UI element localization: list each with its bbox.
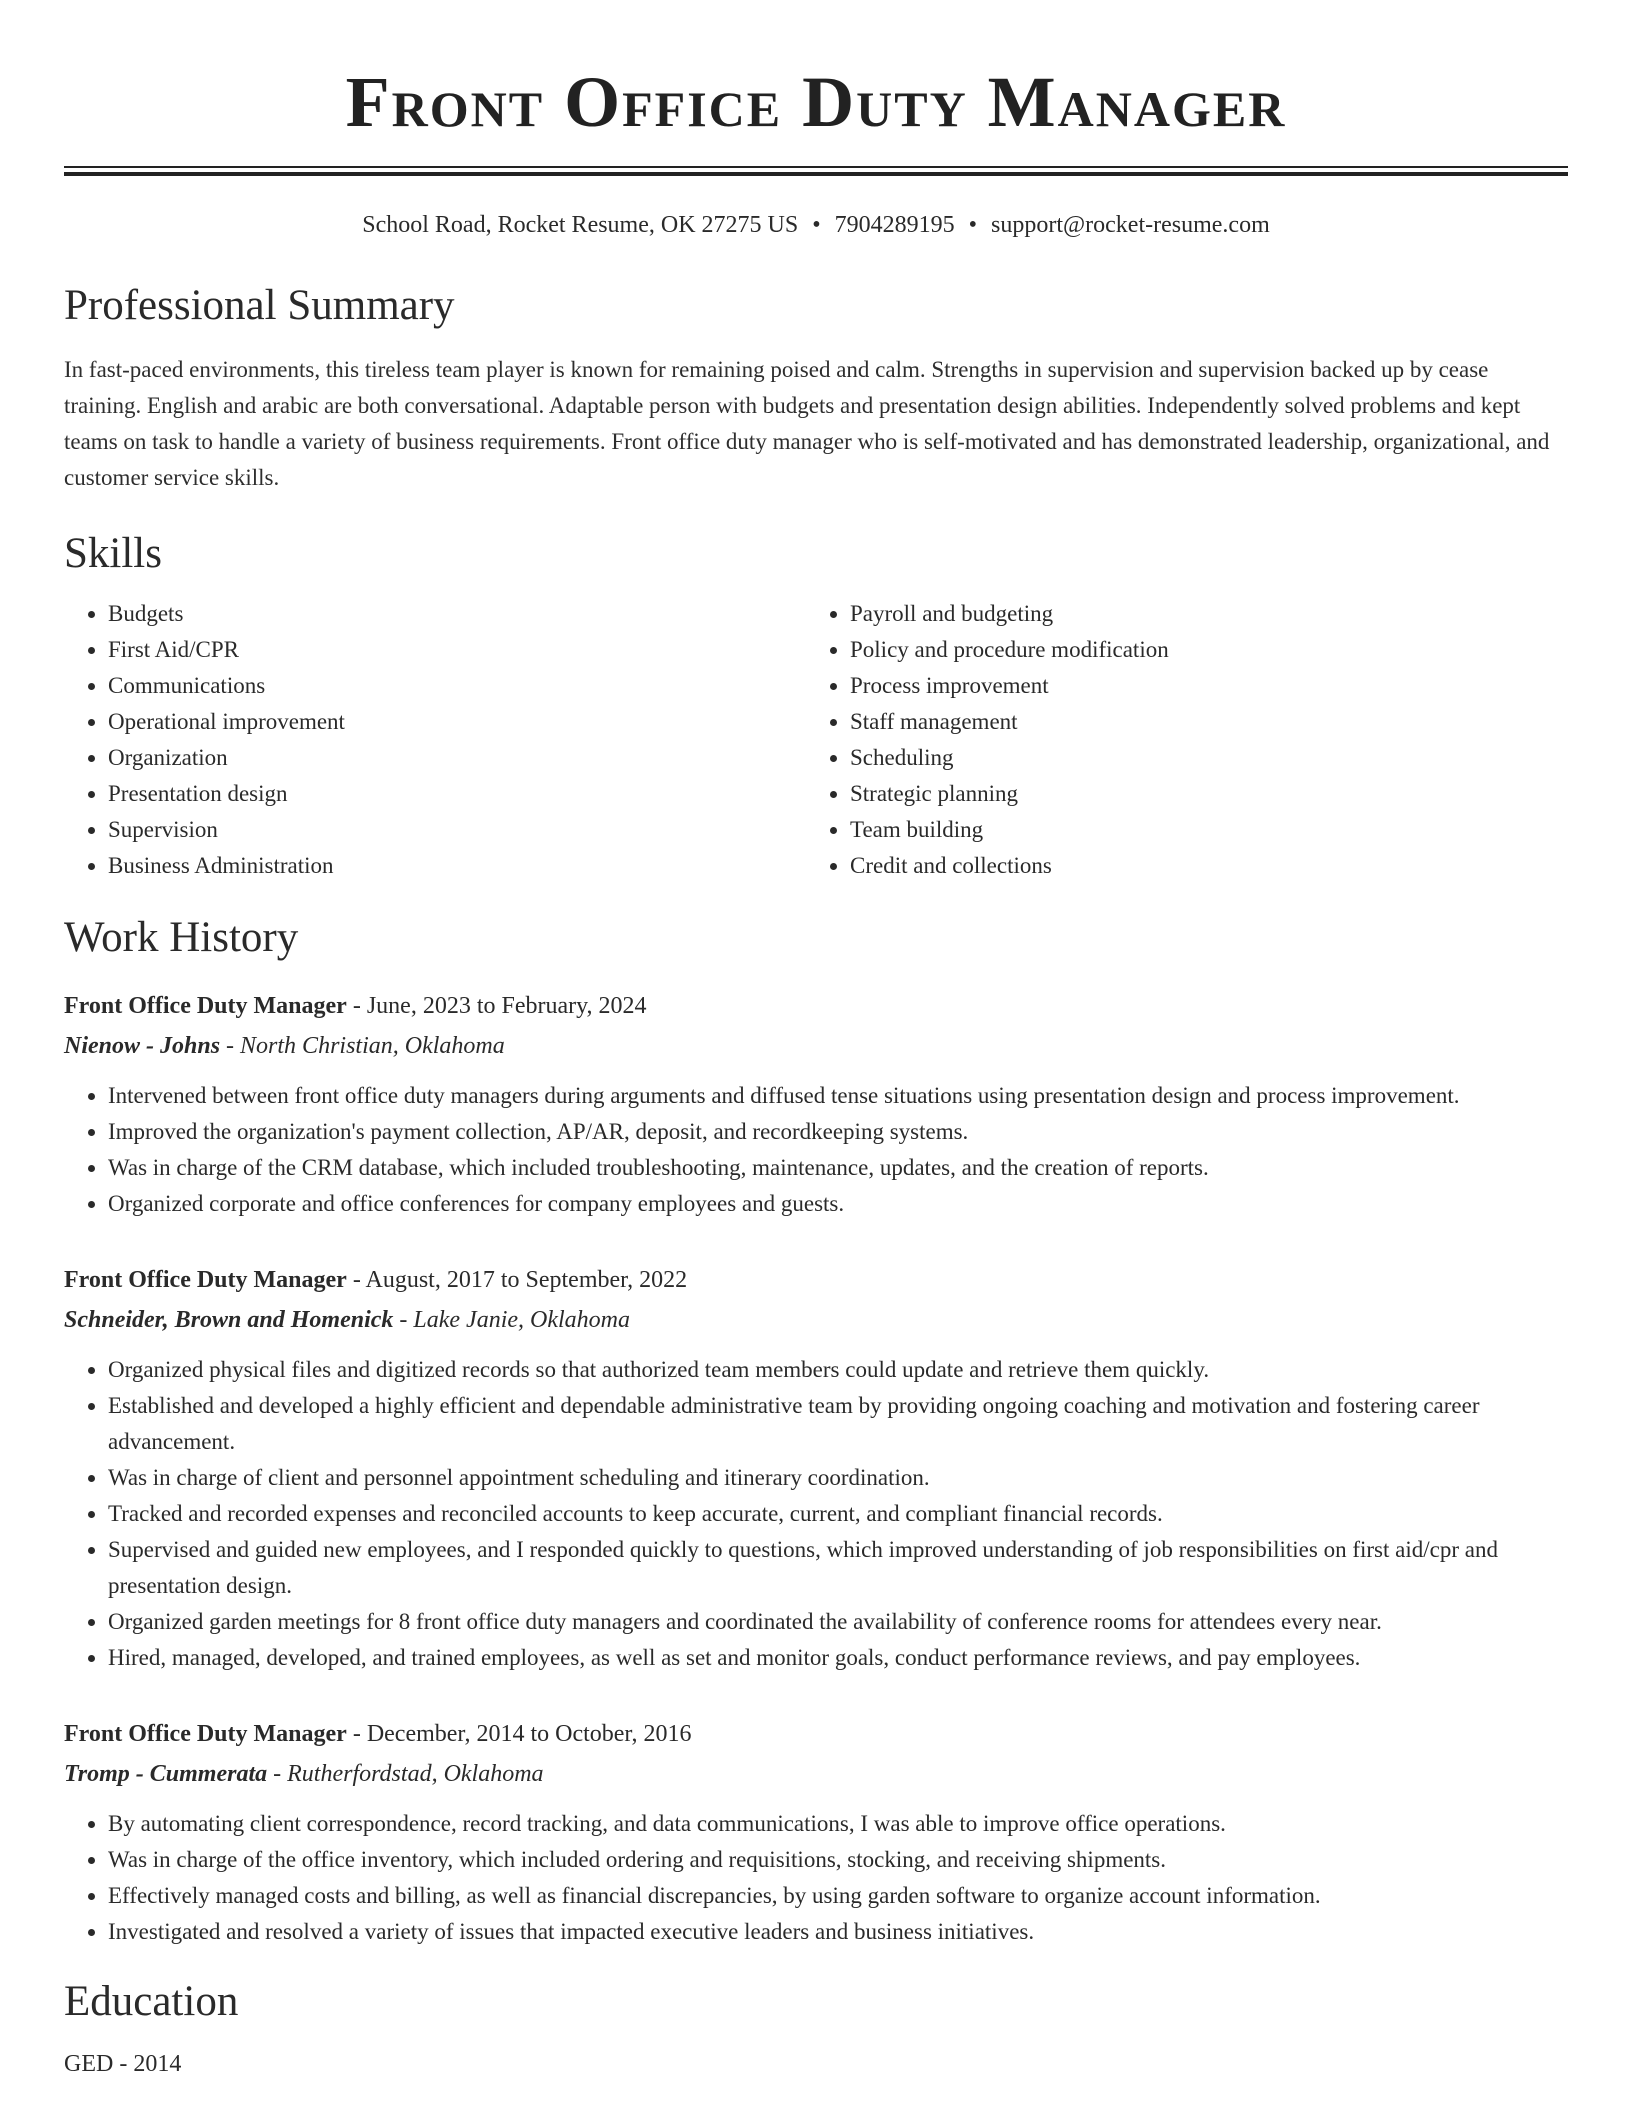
- job-entry: [64, 988, 1568, 1222]
- skill-item: • Business Administration: [108, 848, 806, 884]
- education-degree: GED: [64, 2051, 114, 2077]
- skills-list-right: [806, 596, 1548, 884]
- duty-item: • Intervened between front office duty managers during arguments and diffused tense situations using presentation design and process improvement.: [108, 1078, 1568, 1114]
- job-title: Front Office Duty Manager: [64, 1267, 347, 1293]
- duty-item: • Organized physical files and digitized records so that authorized team members could update and retrieve them quickly.: [108, 1352, 1568, 1388]
- company-name: Tromp - Cummerata: [64, 1761, 268, 1787]
- duty-item: • Was in charge of the CRM database, which included troubleshooting, maintenance, updates, and the creation of reports.: [108, 1150, 1568, 1186]
- company-location: - North Christian, Oklahoma: [220, 1033, 505, 1059]
- duty-item: • Was in charge of client and personnel appointment scheduling and itinerary coordination.: [108, 1460, 1568, 1496]
- duty-item: • Tracked and recorded expenses and reconciled accounts to keep accurate, current, and compliant financial records.: [108, 1496, 1568, 1532]
- education-heading: Education: [64, 1978, 239, 2025]
- job-dates: - August, 2017 to September, 2022: [346, 1267, 688, 1293]
- skill-item: • Scheduling: [850, 740, 1548, 776]
- company-name: Nienow - Johns: [64, 1033, 221, 1059]
- company-line: [64, 1302, 1568, 1338]
- duty-item: • Effectively managed costs and billing, as well as financial discrepancies, by using garden software to organize account information.: [108, 1878, 1568, 1914]
- job-title-line: [64, 1716, 1568, 1752]
- skill-item: • Budgets: [108, 596, 806, 632]
- contact-line: [64, 210, 1568, 240]
- job-title-line: [64, 988, 1568, 1024]
- skill-item: • Supervision: [108, 812, 806, 848]
- duty-item: • Was in charge of the office inventory, which included ordering and requisitions, stocking, and receiving shipments.: [108, 1842, 1568, 1878]
- education-year: - 2014: [113, 2051, 182, 2077]
- skill-item: • Credit and collections: [850, 848, 1548, 884]
- summary-heading: Professional Summary: [64, 282, 455, 329]
- skills-heading: Skills: [64, 530, 162, 577]
- job-dates: - June, 2023 to February, 2024: [346, 993, 647, 1019]
- duty-item: • Organized corporate and office conferences for company employees and guests.: [108, 1186, 1568, 1222]
- duty-item: • Established and developed a highly efficient and dependable administrative team by providing ongoing coaching and motivation and fostering career advancement.: [108, 1388, 1568, 1460]
- skills-columns: [64, 596, 1568, 884]
- skills-list-left: [64, 596, 806, 884]
- job-title-line: [64, 1262, 1568, 1298]
- skill-item: • Organization: [108, 740, 806, 776]
- duty-item: • Organized garden meetings for 8 front office duty managers and coordinated the availability of conference rooms for attendees every near.: [108, 1604, 1568, 1640]
- job-entry: [64, 1716, 1568, 1950]
- contact-phone: 7904289195: [834, 212, 955, 238]
- skill-item: • Communications: [108, 668, 806, 704]
- duty-item: • Supervised and guided new employees, and I responded quickly to questions, which improved understanding of job responsibilities on first aid/cpr and presentation design.: [108, 1532, 1568, 1604]
- skill-item: • Process improvement: [850, 668, 1548, 704]
- skill-item: • Operational improvement: [108, 704, 806, 740]
- resume-page: [64, 0, 1568, 2082]
- company-name: Schneider, Brown and Homenick: [64, 1307, 394, 1333]
- company-location: - Rutherfordstad, Oklahoma: [267, 1761, 544, 1787]
- company-line: [64, 1028, 1568, 1064]
- skill-item: • Presentation design: [108, 776, 806, 812]
- header-divider: [64, 166, 1568, 176]
- duty-item: • Hired, managed, developed, and trained employees, as well as set and monitor goals, conduct performance reviews, and pay employees.: [108, 1640, 1568, 1676]
- duties-list: [64, 1078, 1568, 1222]
- resume-name: Front Office Duty Manager: [345, 62, 1287, 142]
- skill-item: • Strategic planning: [850, 776, 1548, 812]
- skill-item: • First Aid/CPR: [108, 632, 806, 668]
- duty-item: • Improved the organization's payment collection, AP/AR, deposit, and recordkeeping systems.: [108, 1114, 1568, 1150]
- skill-item: • Staff management: [850, 704, 1548, 740]
- company-location: - Lake Janie, Oklahoma: [393, 1307, 630, 1333]
- duties-list: [64, 1806, 1568, 1950]
- job-dates: - December, 2014 to October, 2016: [346, 1721, 692, 1747]
- company-line: [64, 1756, 1568, 1792]
- job-title: Front Office Duty Manager: [64, 993, 347, 1019]
- skill-item: • Policy and procedure modification: [850, 632, 1548, 668]
- duties-list: [64, 1352, 1568, 1676]
- job-title: Front Office Duty Manager: [64, 1721, 347, 1747]
- skill-item: • Team building: [850, 812, 1548, 848]
- summary-text: In fast-paced environments, this tireless team player is known for remaining poised and calm. Strengths in supervision and supervision backed up by cease training. English and arabic are both conversational. Adaptable person with budgets and presentation design abilities. Independently solved problems and kept teams on task to handle a variety of business requirements. Front office duty manager who is self-motivated and has demonstrated leadership, organizational, and customer service skills.: [64, 357, 1550, 490]
- education-entry: [64, 2046, 1568, 2082]
- contact-email[interactable]: support@rocket-resume.com: [991, 212, 1270, 238]
- contact-separator: •: [812, 212, 821, 238]
- work-history-heading: Work History: [64, 914, 299, 961]
- skill-item: • Payroll and budgeting: [850, 596, 1548, 632]
- duty-item: • By automating client correspondence, record tracking, and data communications, I was able to improve office operations.: [108, 1806, 1568, 1842]
- duty-item: • Investigated and resolved a variety of issues that impacted executive leaders and business initiatives.: [108, 1914, 1568, 1950]
- contact-separator: •: [968, 212, 978, 238]
- contact-address: School Road, Rocket Resume, OK 27275 US: [362, 212, 799, 238]
- job-entry: [64, 1262, 1568, 1676]
